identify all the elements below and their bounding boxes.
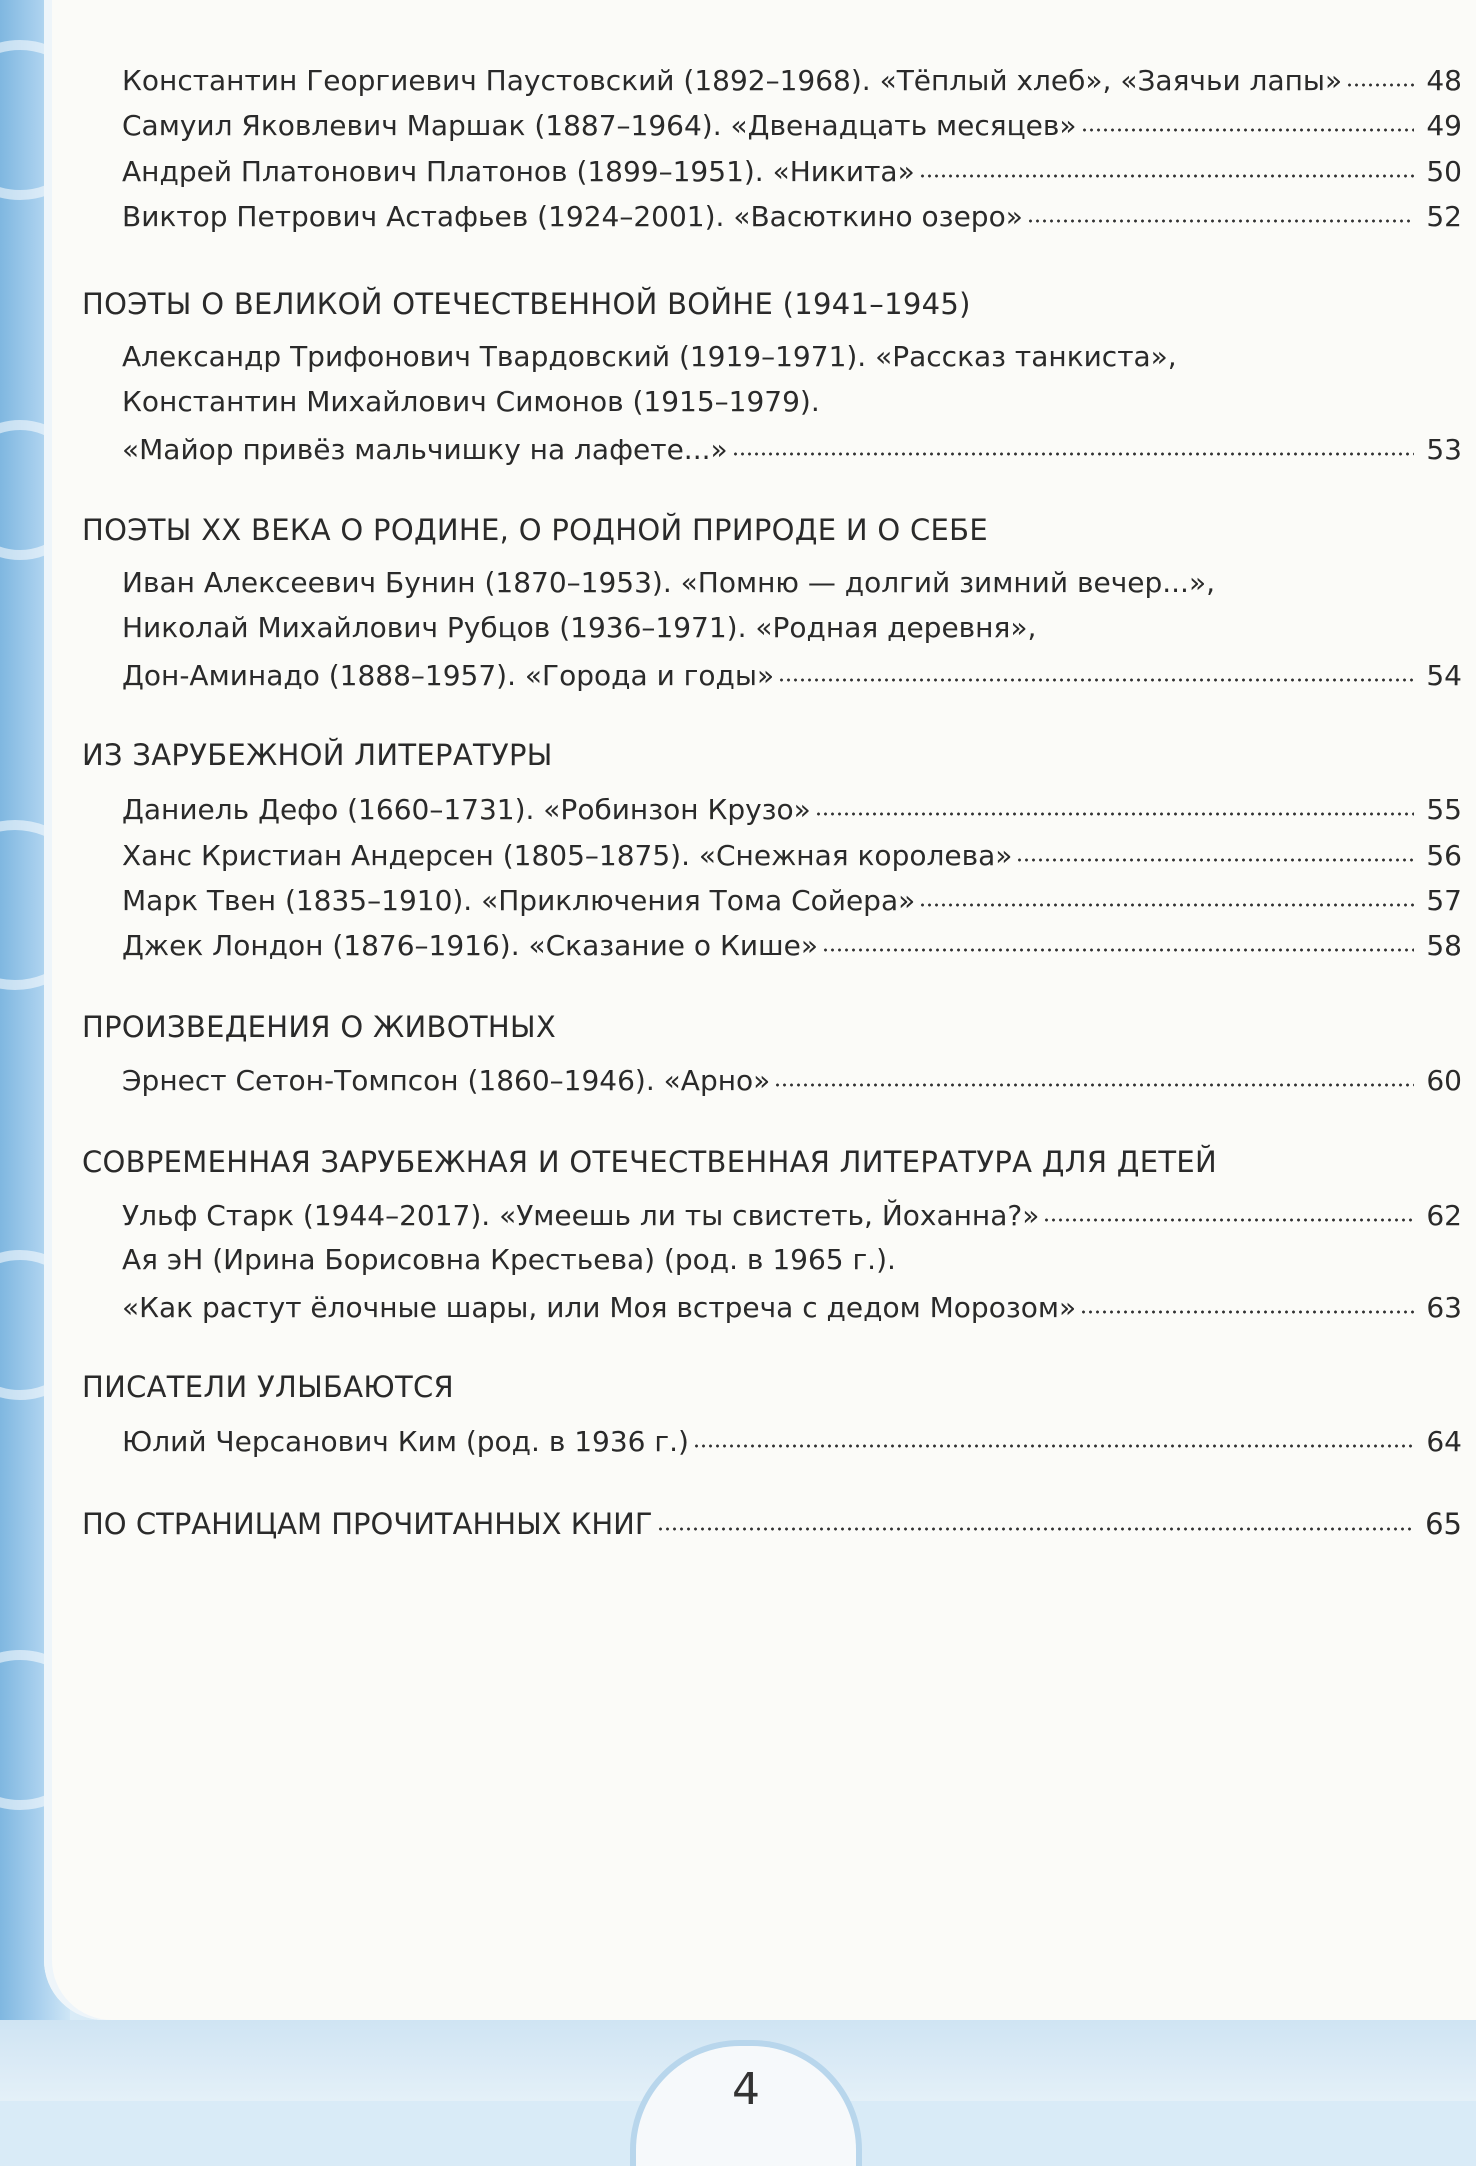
section-title: ПОЭТЫ XX ВЕКА О РОДИНЕ, О РОДНОЙ ПРИРОДЕ И О СЕБЕ	[82, 513, 988, 547]
toc-entry-page: 60	[1426, 1064, 1462, 1097]
toc-entry[interactable]	[122, 1289, 1462, 1324]
leader-dots	[1080, 1287, 1414, 1315]
toc-entry-title: Виктор Петрович Астафьев (1924–2001). «Васюткино озеро»	[122, 200, 1023, 233]
toc-entry[interactable]	[82, 1505, 1462, 1541]
leader-dots	[778, 655, 1414, 683]
toc-entry[interactable]	[122, 1062, 1462, 1097]
leader-dots	[1081, 105, 1414, 133]
toc-entry-page: 57	[1426, 884, 1462, 917]
section-title: СОВРЕМЕННАЯ ЗАРУБЕЖНАЯ И ОТЕЧЕСТВЕННАЯ ЛИТЕРАТУРА ДЛЯ ДЕТЕЙ	[82, 1145, 1218, 1179]
toc-entry[interactable]	[122, 431, 1462, 466]
leader-dots	[1043, 1195, 1414, 1223]
toc-entry-page: 56	[1426, 839, 1462, 872]
page-number: 4	[732, 2064, 760, 2115]
toc-entry-page: 48	[1426, 64, 1462, 97]
toc-entry-page: 55	[1426, 793, 1462, 826]
toc-entry-title: «Как растут ёлочные шары, или Моя встреча с дедом Морозом»	[122, 1291, 1077, 1324]
leader-dots	[774, 1060, 1414, 1088]
toc-entry[interactable]	[122, 657, 1462, 692]
leader-dots	[1027, 196, 1414, 224]
toc-entry-page: 64	[1426, 1425, 1462, 1458]
toc-entry-page: 50	[1426, 155, 1462, 188]
section-title: ПОЭТЫ О ВЕЛИКОЙ ОТЕЧЕСТВЕННОЙ ВОЙНЕ (1941–1945)	[82, 287, 971, 321]
toc-entry-page: 58	[1426, 929, 1462, 962]
toc-entry-title: Джек Лондон (1876–1916). «Сказание о Кише»	[122, 929, 819, 962]
toc-entry-page: 54	[1426, 659, 1462, 692]
toc-entry[interactable]	[122, 153, 1462, 188]
toc-entry-line: Константин Михайлович Симонов (1915–1979).	[122, 385, 820, 418]
toc-entry-page: 52	[1426, 200, 1462, 233]
toc-entry-title: Марк Твен (1835–1910). «Приключения Тома Сойера»	[122, 884, 916, 917]
leader-dots	[657, 1503, 1414, 1532]
leader-dots	[1016, 835, 1414, 863]
section-title: ПРОИЗВЕДЕНИЯ О ЖИВОТНЫХ	[82, 1010, 557, 1044]
toc-entry[interactable]	[122, 107, 1462, 142]
toc-entry-title: «Майор привёз мальчишку на лафете...»	[122, 433, 728, 466]
toc-entry[interactable]	[122, 1423, 1462, 1458]
toc-entry-title: Юлий Черсанович Ким (род. в 1936 г.)	[122, 1425, 689, 1458]
leader-dots	[919, 880, 1414, 908]
leader-dots	[1346, 60, 1414, 88]
leader-dots	[693, 1421, 1414, 1449]
toc-entry-line: Ая эН (Ирина Борисовна Крестьева) (род. в 1965 г.).	[122, 1243, 896, 1276]
toc-entry-page: 63	[1426, 1291, 1462, 1324]
toc-entry-title: Ханс Кристиан Андерсен (1805–1875). «Снежная королева»	[122, 839, 1013, 872]
toc-entry-title: Ульф Старк (1944–2017). «Умеешь ли ты свистеть, Йоханна?»	[122, 1199, 1040, 1232]
leader-dots	[822, 925, 1414, 953]
section-title: ПО СТРАНИЦАМ ПРОЧИТАННЫХ КНИГ	[82, 1507, 653, 1541]
toc-entry-title: Андрей Платонович Платонов (1899–1951). «Никита»	[122, 155, 915, 188]
toc-entry-line: Александр Трифонович Твардовский (1919–1971). «Рассказ танкиста»,	[122, 340, 1177, 373]
toc-entry-title: Эрнест Сетон-Томпсон (1860–1946). «Арно»	[122, 1064, 771, 1097]
toc-entry[interactable]	[122, 882, 1462, 917]
toc-entry-title: Константин Георгиевич Паустовский (1892–1968). «Тёплый хлеб», «Заячьи лапы»	[122, 64, 1343, 97]
leader-dots	[919, 151, 1414, 179]
toc-entry[interactable]	[122, 791, 1462, 826]
toc-entry-title: Дон-Аминадо (1888–1957). «Города и годы»	[122, 659, 775, 692]
toc-entry[interactable]	[122, 1197, 1462, 1232]
section-title: ИЗ ЗАРУБЕЖНОЙ ЛИТЕРАТУРЫ	[82, 738, 553, 772]
toc-entry-title: Самуил Яковлевич Маршак (1887–1964). «Двенадцать месяцев»	[122, 109, 1077, 142]
toc-entry[interactable]	[122, 62, 1462, 97]
toc-entry[interactable]	[122, 198, 1462, 233]
section-title: ПИСАТЕЛИ УЛЫБАЮТСЯ	[82, 1370, 454, 1404]
toc-entry-line: Иван Алексеевич Бунин (1870–1953). «Помню — долгий зимний вечер...»,	[122, 566, 1215, 599]
toc-entry-title: Даниель Дефо (1660–1731). «Робинзон Крузо»	[122, 793, 811, 826]
toc-entry-page: 65	[1425, 1507, 1462, 1541]
toc-entry[interactable]	[122, 837, 1462, 872]
toc-entry-line: Николай Михайлович Рубцов (1936–1971). «Родная деревня»,	[122, 611, 1037, 644]
leader-dots	[815, 789, 1414, 817]
leader-dots	[732, 429, 1414, 457]
toc-entry-page: 53	[1426, 433, 1462, 466]
toc-entry-page: 62	[1426, 1199, 1462, 1232]
toc-entry[interactable]	[122, 927, 1462, 962]
toc-entry-page: 49	[1426, 109, 1462, 142]
